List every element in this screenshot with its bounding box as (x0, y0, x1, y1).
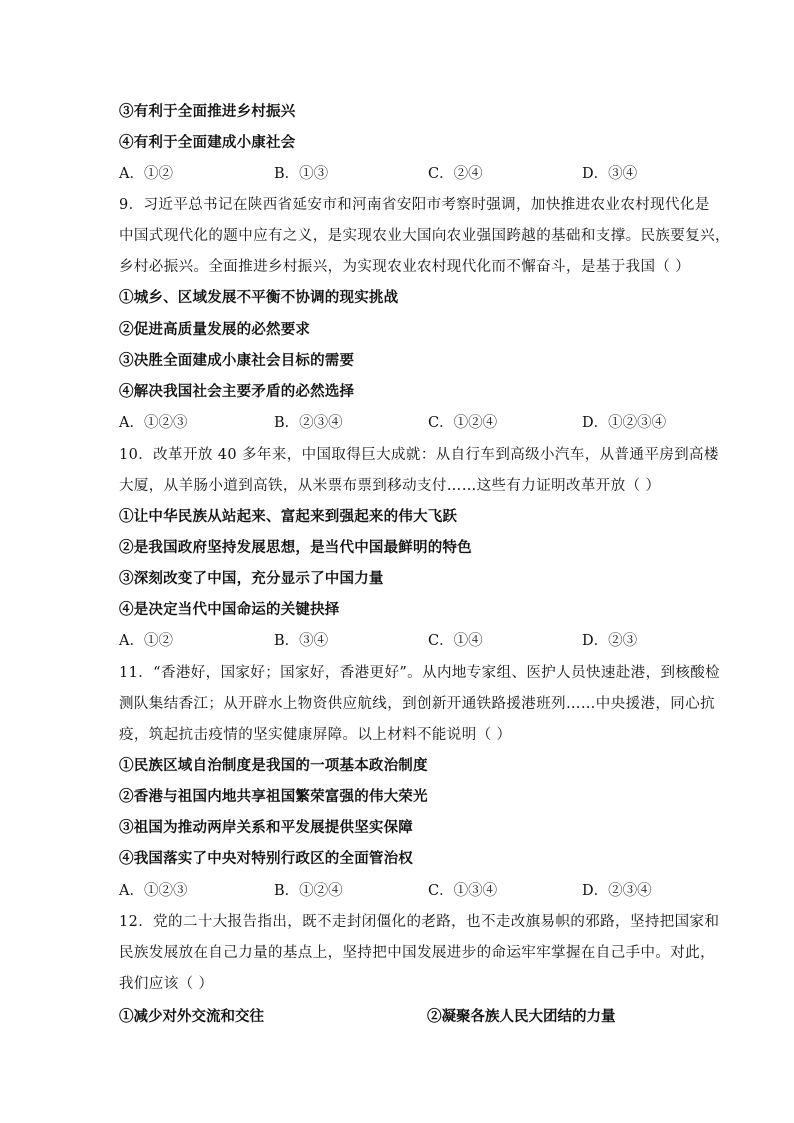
q11-option-4: ④我国落实了中央对特别行政区的全面管治权 (119, 850, 413, 867)
q9-choice-a[interactable]: A．①②③ (119, 415, 188, 431)
q11-option-1: ①民族区域自治制度是我国的一项基本政治制度 (119, 757, 428, 774)
q11-stem-line-2: 测队集结香江；从开辟水上物资供应航线，到创新开通铁路援港班列……中央援港，同心抗 (119, 696, 715, 712)
q9-option-3: ③决胜全面建成小康社会目标的需要 (119, 352, 355, 369)
q10-stem-line-2: 大厦，从羊肠小道到高铁，从米票布票到移动支付……这些有力证明改革开放（ ） (119, 478, 661, 494)
q11-choices (119, 881, 679, 901)
q12-option-1: ①减少对外交流和交往 (119, 1008, 264, 1025)
q11-choice-b[interactable]: B．①②④ (274, 883, 343, 899)
q9-option-1: ①城乡、区域发展不平衡不协调的现实挑战 (119, 289, 399, 306)
q9-choice-b[interactable]: B．②③④ (274, 415, 343, 431)
q11-choice-c[interactable]: C．①③④ (428, 883, 498, 899)
q8-choices (119, 164, 679, 184)
q9-choice-d[interactable]: D．①②③④ (582, 415, 667, 431)
q11-choice-d[interactable]: D．②③④ (582, 883, 652, 899)
q10-option-2: ②是我国政府坚持发展思想，是当代中国最鲜明的特色 (119, 539, 472, 556)
q8-choice-a[interactable]: A．①② (119, 166, 173, 182)
q11-stem-line-1: 11．“香港好，国家好；国家好，香港更好”。从内地专家组、医护人员快速赴港，到核酸检 (119, 665, 721, 681)
q11-option-3: ③祖国为推动两岸关系和平发展提供坚实保障 (119, 819, 413, 836)
q10-option-3: ③深刻改变了中国，充分显示了中国力量 (119, 570, 384, 587)
q8-choice-b[interactable]: B．①③ (274, 166, 329, 182)
q10-choice-d[interactable]: D．②③ (582, 633, 638, 649)
q9-stem-line-1: 9．习近平总书记在陕西省延安市和河南省安阳市考察时强调，加快推进农业农村现代化是 (119, 197, 710, 213)
q12-stem-line-1: 12．党的二十大报告指出，既不走封闭僵化的老路，也不走改旗易帜的邪路，坚持把国家和 (119, 914, 720, 930)
q11-option-2: ②香港与祖国内地共享祖国繁荣富强的伟大荣光 (119, 788, 428, 805)
q10-stem-line-1: 10．改革开放 40 多年来，中国取得巨大成就：从自行车到高级小汽车，从普通平房到高楼 (119, 447, 719, 463)
q10-option-1: ①让中华民族从站起来、富起来到强起来的伟大飞跃 (119, 508, 458, 525)
q12-stem-line-3: 我们应该（ ） (119, 976, 214, 992)
q9-choices (119, 413, 679, 433)
q8-option-3: ③有利于全面推进乡村振兴 (119, 103, 296, 120)
q9-stem-line-2: 中国式现代化的题中应有之义，是实现农业大国向农业强国跨越的基础和支撑。民族要复兴， (119, 228, 730, 244)
q10-choice-a[interactable]: A．①② (119, 633, 173, 649)
q9-option-4: ④解决我国社会主要矛盾的必然选择 (119, 383, 355, 400)
q8-option-4: ④有利于全面建成小康社会 (119, 134, 296, 151)
q9-choice-c[interactable]: C．①②④ (428, 415, 498, 431)
q10-option-4: ④是决定当代中国命运的关键抉择 (119, 601, 340, 618)
q9-option-2: ②促进高质量发展的必然要求 (119, 321, 311, 338)
q10-choice-b[interactable]: B．③④ (274, 633, 329, 649)
q9-stem-line-3: 乡村必振兴。全面推进乡村振兴，为实现农业农村现代化而不懈奋斗，是基于我国（ ） (119, 259, 691, 275)
q11-choice-a[interactable]: A．①②③ (119, 883, 188, 899)
q10-choice-c[interactable]: C．①④ (428, 633, 483, 649)
q10-choices (119, 631, 679, 651)
q11-stem-line-3: 疫，筑起抗击疫情的坚实健康屏障。以上材料不能说明（ ） (119, 727, 512, 743)
q8-choice-c[interactable]: C．②④ (428, 166, 483, 182)
q12-option-2: ②凝聚各族人民大团结的力量 (427, 1008, 616, 1025)
q12-stem-line-2: 民族发展放在自己力量的基点上，坚持把中国发展进步的命运牢牢掌握在自己手中。对此， (119, 945, 715, 961)
q8-choice-d[interactable]: D．③④ (582, 166, 638, 182)
